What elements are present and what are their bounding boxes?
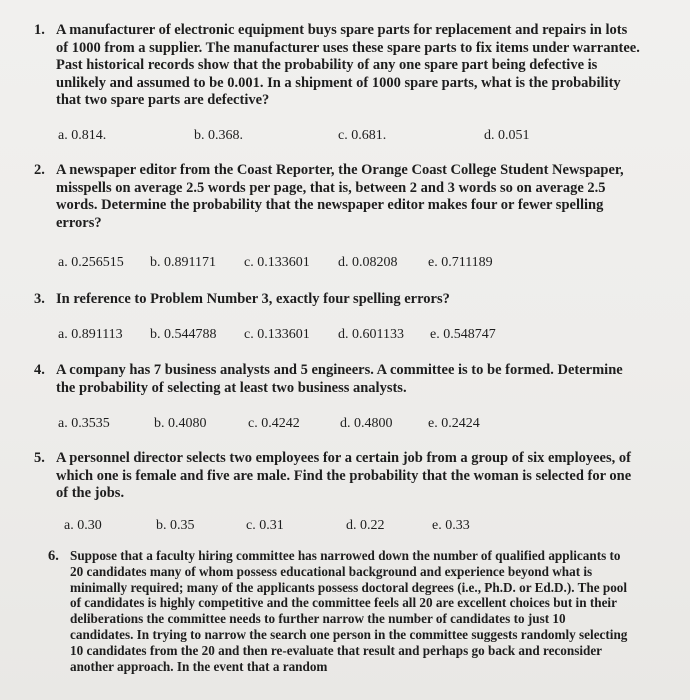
choice-b: b. 0.368.: [194, 128, 243, 143]
choice-c: c. 0.133601: [244, 327, 310, 342]
question-text: Suppose that a faculty hiring committee has narrowed down the number of qualified applicants to 20 candidates many of whom possess educational background and experience beyond what is minimally required; many of the applicants possess doctoral degrees (i.e., Ph.D. or Ed.D.). The pool of candidates is highly competitive and the committee feels all 20 are excellent choices but in their deliberations the committee needs to further narrow the number of candidates to just 10 candidates. In trying to narrow the search one person in the committee suggests randomly selecting 10 candidates from the 20 and then re-evaluate that result and perhaps go back and reconsider another approach. In the event that a random: [70, 548, 628, 674]
choice-a: a. 0.891113: [58, 327, 123, 342]
question-6: [48, 548, 658, 698]
choice-c: c. 0.681.: [338, 128, 387, 143]
question-text: In reference to Problem Number 3, exactly four spelling errors?: [56, 291, 450, 307]
choice-b: b. 0.891171: [150, 255, 216, 270]
choice-a: a. 0.3535: [58, 416, 110, 431]
choice-b: b. 0.544788: [150, 327, 217, 342]
choice-a: a. 0.814.: [58, 128, 107, 143]
question-1: [34, 22, 644, 162]
choice-b: b. 0.35: [156, 518, 195, 533]
question-number: 4.: [34, 362, 45, 378]
choice-c: c. 0.133601: [244, 255, 310, 270]
choice-c: c. 0.4242: [248, 416, 300, 431]
choice-c: c. 0.31: [246, 518, 284, 533]
question-5: [34, 450, 644, 540]
question-3: [34, 291, 644, 351]
question-number: 2.: [34, 162, 45, 178]
question-text: A personnel director selects two employees for a certain job from a group of six employees, of which one is female and five are male. Find the probability that the woman is selected for one of the jobs.: [56, 450, 632, 501]
choice-a: a. 0.30: [64, 518, 102, 533]
question-2: [34, 162, 644, 282]
choice-e: e. 0.711189: [428, 255, 493, 270]
choice-d: d. 0.22: [346, 518, 385, 533]
question-text: A newspaper editor from the Coast Reporter, the Orange Coast College Student Newspaper, misspells on average 2.5 words per page, that is, between 2 and 3 words so on average 2.5 words. Determine the probability that the newspaper editor makes four or fewer spelling errors?: [56, 162, 624, 231]
choice-e: e. 0.33: [432, 518, 470, 533]
choice-d: d. 0.601133: [338, 327, 404, 342]
question-number: 3.: [34, 291, 45, 307]
question-number: 6.: [48, 548, 59, 564]
choice-e: e. 0.2424: [428, 416, 480, 431]
choice-d: d. 0.4800: [340, 416, 393, 431]
choice-d: d. 0.051: [484, 128, 530, 143]
question-number: 5.: [34, 450, 45, 466]
choice-b: b. 0.4080: [154, 416, 207, 431]
question-4: [34, 362, 644, 442]
question-number: 1.: [34, 22, 45, 38]
question-text: A company has 7 business analysts and 5 engineers. A committee is to be formed. Determine the probability of selecting at least two business analysts.: [56, 362, 623, 396]
question-text: A manufacturer of electronic equipment buys spare parts for replacement and repairs in lots of 1000 from a supplier. The manufacturer uses these spare parts to fix items under warrantee. Past historical records show that the probability of any one spare part being defective is unlikely and assumed to be 0.001. In a shipment of 1000 spare parts, what is the probability that two spare parts are defective?: [56, 22, 640, 108]
choice-a: a. 0.256515: [58, 255, 124, 270]
choice-e: e. 0.548747: [430, 327, 496, 342]
choice-d: d. 0.08208: [338, 255, 398, 270]
